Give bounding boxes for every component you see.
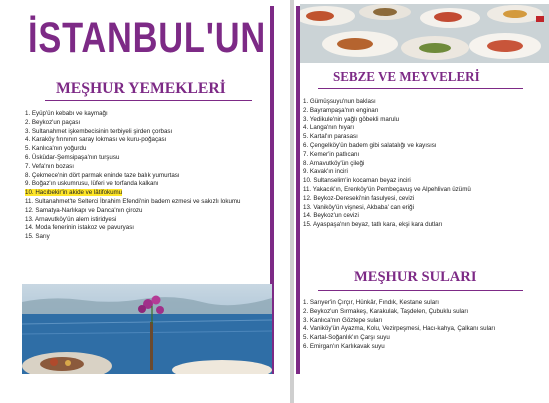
list-item: 1. Eyüp'ün kebabı ve kaymağı (25, 110, 108, 117)
section-title-food: MEŞHUR YEMEKLERİ (56, 80, 226, 97)
list-item: 6. Üsküdar-Şemsipaşa'nın turşusu (25, 153, 120, 161)
produce-list (303, 98, 547, 230)
list-item: 3. Yedikule'nin yağlı göbekli marulu (303, 115, 400, 123)
list-item: 5. Kartal-Soğanlık'ın Çarşı suyu (303, 334, 390, 342)
section-underline-waters (318, 290, 523, 291)
list-item: 10. Sultanselim'in kocaman beyaz inciri (303, 177, 411, 185)
list-item: 3. Kanlıca'nın Göztepe suları (303, 316, 383, 324)
list-item: 2. Bayrampaşa'nın enginarı (303, 106, 379, 114)
list-item: 15. Sarıy (25, 233, 50, 241)
list-item: 1. Gümüşsuyu'nun baklası (303, 98, 376, 105)
list-item: 14. Moda fenerinin istakoz ve pavuryası (25, 224, 135, 232)
food-list (25, 110, 267, 242)
list-item: 14. Beykoz'un cevizi (303, 212, 359, 220)
food-table-photo (300, 4, 549, 63)
section-title-waters: MEŞHUR SULARI (354, 269, 477, 285)
list-item: 15. Ayaspaşa'nın beyaz, tatlı kara, ekşi kara dutları (303, 221, 443, 229)
list-item: 5. Kanlıca'nın yoğurdu (25, 145, 87, 153)
page-title: İSTANBUL'UN (28, 14, 267, 62)
list-item: 4. Vaniköy'ün Ayazma, Kolu, Vezirpeşmesi, Hacı-kahya, Çalkanı suları (303, 325, 496, 333)
list-item-highlighted (25, 189, 267, 198)
section-title-produce: SEBZE VE MEYVELERİ (333, 70, 480, 85)
list-item: 6. Çengelköy'ün badem gibi salatalığı ve kayısısı (303, 141, 437, 149)
list-item: 9. Boğaz'ın uskumrusu, lüferi ve torfanda kalkanı (25, 180, 159, 188)
list-item: 3. Sultanahmet işkembecisinin terbiyeli şirden çorbası (25, 127, 173, 135)
bosphorus-photo (22, 284, 272, 374)
list-item: 11. Yakacık'ın, Erenköy'ün Pembeçavuş ve Alpehlivan üzümü (303, 185, 471, 193)
list-item: 5. Kartal'ın parasası (303, 133, 358, 141)
list-item: 8. Çekmece'nin dört parmak eninde taze balık yumurtası (25, 171, 180, 179)
list-item: 13. Arnavutköy'ün alem istiridyesi (25, 215, 117, 223)
list-item: 6. Emirgan'ın Karlıkavak suyu (303, 342, 385, 350)
section-underline-food (45, 100, 252, 101)
list-item: 12. Samatya-Narlıkapı ve Danca'nın çirozu (25, 206, 143, 214)
waters-list (303, 299, 547, 352)
list-item: 2. Beykoz'un Sırmakeş, Karakulak, Taşdelen, Çubuklu suları (303, 307, 469, 315)
list-item: 7. Kemer'in patlıcanı (303, 150, 360, 158)
list-item: 4. Karaköy fırınının saray lokması ve kuru-poğaçası (25, 136, 167, 144)
list-item: 2. Beykoz'un paçası (25, 118, 81, 126)
list-item: 1. Sarıyer'in Çırçır, Hünkâr, Fındık, Kestane suları (303, 299, 439, 306)
section-underline-produce (318, 88, 523, 89)
list-item: 7. Vefa'nın bozası (25, 162, 74, 170)
food-table-illustration (300, 4, 549, 63)
list-item: 12. Beykoz-Dereseki'nin fasulyesi, cevizi (303, 194, 415, 202)
highlighted-text: 10. Hacıbekir'in akide ve lâtifokumu (25, 189, 123, 197)
list-item: 4. Langa'nın hıyarı (303, 124, 355, 132)
list-item: 8. Arnavutköy'ün çileği (303, 159, 365, 167)
list-item: 9. Kavak'ın inciri (303, 168, 348, 176)
bosphorus-illustration (22, 284, 272, 374)
list-item: 13. Vaniköy'ün vişnesi, Akbaba' can eriği (303, 203, 414, 211)
list-item: 11. Sultanahmet'te Selterci İbrahim Efendi'nin badem ezmesi ve sakızlı lokumu (25, 197, 241, 205)
